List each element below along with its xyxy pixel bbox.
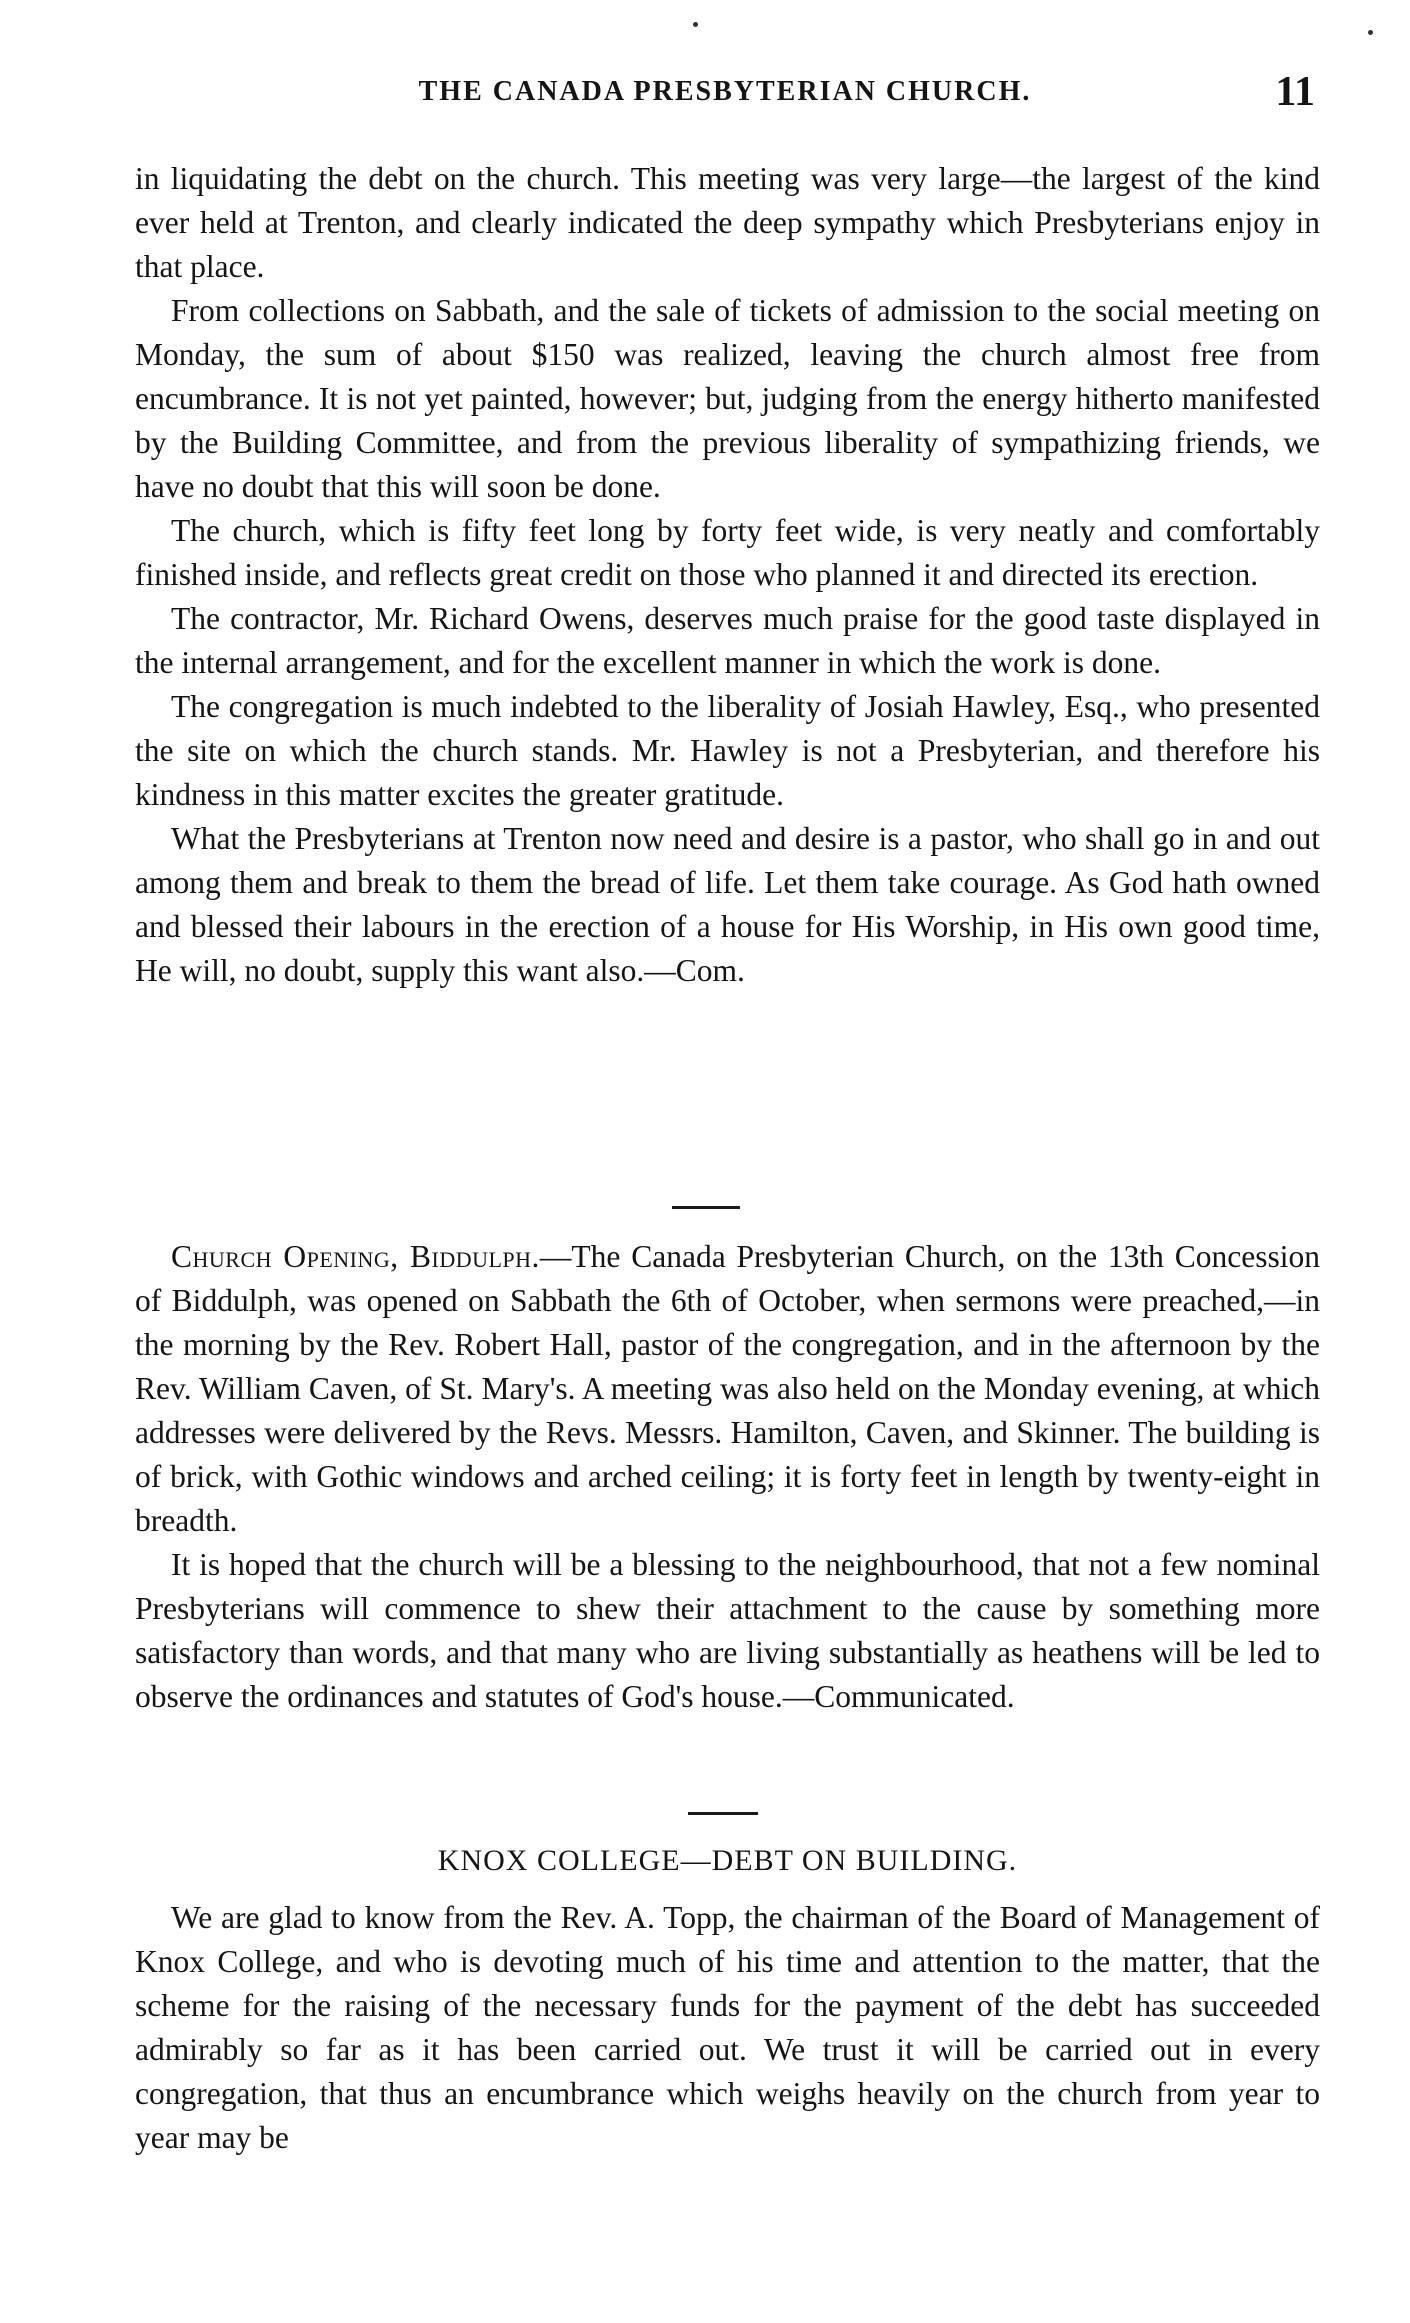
trenton-article	[135, 157, 1320, 993]
paragraph	[135, 1235, 1320, 1543]
paragraph-text: —The Canada Presbyterian Church, on the 13th Concession of Biddulph, was opened on Sabbath the 6th of October, when sermons were preached,—in the morning by the Rev. Robert Hall, pastor of the congregation, and in the afternoon by the Rev. William Caven, of St. Mary's. A meeting was also held on the Monday evening, at which addresses were delivered by the Revs. Messrs. Hamilton, Caven, and Skinner. The building is of brick, with Gothic windows and arched ceiling; it is forty feet in length by twenty-eight in breadth.	[135, 1239, 1320, 1538]
running-title: THE CANADA PRESBYTERIAN CHURCH.	[418, 76, 1032, 107]
paragraph: What the Presbyterians at Trenton now need and desire is a pastor, who shall go in and out among them and break to them the bread of life. Let them take courage. As God hath owned and blessed their labours in the erection of a house for His Worship, in His own good time, He will, no doubt, supply this want also.—Com.	[135, 821, 1320, 988]
section-heading: KNOX COLLEGE—DEBT ON BUILDING.	[437, 1844, 1018, 1877]
article-lead: Church Opening, Biddulph.	[171, 1239, 540, 1274]
section-divider	[672, 1206, 740, 1209]
paragraph: The church, which is fifty feet long by forty feet wide, is very neatly and comfortably finished inside, and reflects great credit on those who planned it and directed its erection.	[135, 513, 1320, 592]
print-speck	[1368, 30, 1373, 35]
paragraph: It is hoped that the church will be a blessing to the neighbourhood, that not a few nominal Presbyterians will commence to shew their attachment to the cause by something more satisfactory than words, and that many who are living substantially as heathens will be led to observe the ordinances and statutes of God's house.—Communicated.	[135, 1547, 1320, 1714]
paragraph: The congregation is much indebted to the liberality of Josiah Hawley, Esq., who presented the site on which the church stands. Mr. Hawley is not a Presbyterian, and therefore his kindness in this matter excites the greater gratitude.	[135, 689, 1320, 812]
paragraph: The contractor, Mr. Richard Owens, deserves much praise for the good taste displayed in the internal arrangement, and for the excellent manner in which the work is done.	[135, 601, 1320, 680]
biddulph-article	[135, 1235, 1320, 1719]
page-number: 11	[1275, 69, 1315, 115]
section-divider	[688, 1812, 758, 1815]
print-speck	[693, 22, 698, 27]
knox-article	[135, 1896, 1320, 2160]
paragraph: in liquidating the debt on the church. This meeting was very large—the largest of the kind ever held at Trenton, and clearly indicated the deep sympathy which Presbyterians enjoy in that place.	[135, 161, 1320, 284]
paragraph: From collections on Sabbath, and the sale of tickets of admission to the social meeting on Monday, the sum of about $150 was realized, leaving the church almost free from encumbrance. It is not yet painted, however; but, judging from the energy hitherto manifested by the Building Committee, and from the previous liberality of sympathizing friends, we have no doubt that this will soon be done.	[135, 293, 1320, 504]
paragraph: We are glad to know from the Rev. A. Topp, the chairman of the Board of Management of Knox College, and who is devoting much of his time and attention to the matter, that the scheme for the raising of the necessary funds for the payment of the debt has succeeded admirably so far as it has been carried out. We trust it will be carried out in every congregation, that thus an encumbrance which weighs heavily on the church from year to year may be	[135, 1900, 1320, 2155]
running-head	[135, 70, 1315, 120]
